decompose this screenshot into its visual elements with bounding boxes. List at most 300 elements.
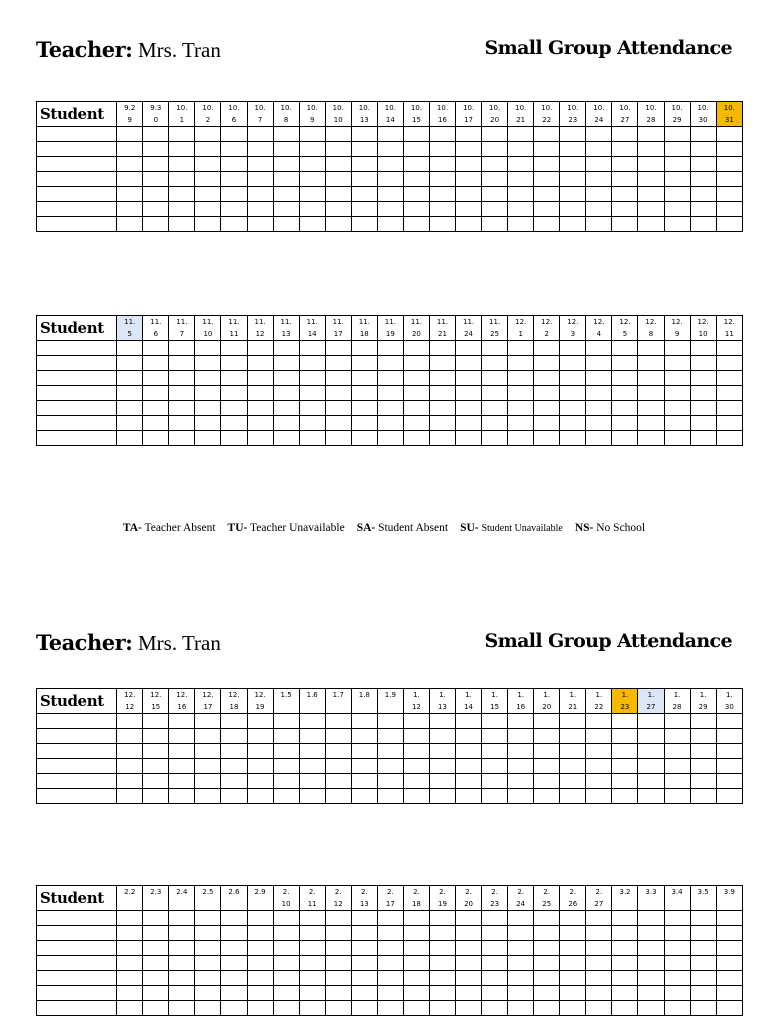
attendance-cell[interactable] (429, 356, 455, 371)
attendance-cell[interactable] (117, 202, 143, 217)
attendance-cell[interactable] (351, 431, 377, 446)
attendance-cell[interactable] (299, 941, 325, 956)
attendance-cell[interactable] (690, 729, 716, 744)
attendance-cell[interactable] (638, 971, 664, 986)
attendance-cell[interactable] (351, 774, 377, 789)
attendance-cell[interactable] (117, 341, 143, 356)
attendance-cell[interactable] (195, 416, 221, 431)
attendance-cell[interactable] (664, 759, 690, 774)
attendance-cell[interactable] (377, 956, 403, 971)
attendance-cell[interactable] (534, 744, 560, 759)
attendance-cell[interactable] (612, 416, 638, 431)
attendance-cell[interactable] (117, 926, 143, 941)
attendance-cell[interactable] (534, 202, 560, 217)
attendance-cell[interactable] (429, 172, 455, 187)
attendance-cell[interactable] (482, 142, 508, 157)
attendance-cell[interactable] (221, 401, 247, 416)
attendance-cell[interactable] (195, 431, 221, 446)
attendance-cell[interactable] (403, 217, 429, 232)
attendance-cell[interactable] (482, 401, 508, 416)
attendance-cell[interactable] (195, 386, 221, 401)
attendance-cell[interactable] (508, 401, 534, 416)
attendance-cell[interactable] (299, 714, 325, 729)
attendance-cell[interactable] (638, 341, 664, 356)
attendance-cell[interactable] (299, 416, 325, 431)
attendance-cell[interactable] (169, 157, 195, 172)
attendance-cell[interactable] (429, 926, 455, 941)
attendance-cell[interactable] (403, 911, 429, 926)
attendance-cell[interactable] (377, 1001, 403, 1016)
attendance-cell[interactable] (325, 759, 351, 774)
attendance-cell[interactable] (456, 386, 482, 401)
attendance-cell[interactable] (586, 986, 612, 1001)
attendance-cell[interactable] (716, 759, 742, 774)
attendance-cell[interactable] (508, 356, 534, 371)
attendance-cell[interactable] (534, 371, 560, 386)
attendance-cell[interactable] (377, 789, 403, 804)
attendance-cell[interactable] (716, 956, 742, 971)
attendance-cell[interactable] (403, 202, 429, 217)
student-name-cell[interactable] (37, 217, 117, 232)
attendance-cell[interactable] (638, 729, 664, 744)
attendance-cell[interactable] (534, 941, 560, 956)
attendance-cell[interactable] (403, 401, 429, 416)
attendance-cell[interactable] (273, 371, 299, 386)
attendance-cell[interactable] (638, 401, 664, 416)
attendance-cell[interactable] (664, 127, 690, 142)
attendance-cell[interactable] (534, 401, 560, 416)
attendance-cell[interactable] (169, 401, 195, 416)
attendance-cell[interactable] (482, 714, 508, 729)
attendance-cell[interactable] (351, 127, 377, 142)
attendance-cell[interactable] (716, 941, 742, 956)
attendance-cell[interactable] (508, 789, 534, 804)
attendance-cell[interactable] (273, 789, 299, 804)
attendance-cell[interactable] (456, 774, 482, 789)
attendance-cell[interactable] (638, 941, 664, 956)
attendance-cell[interactable] (508, 911, 534, 926)
attendance-cell[interactable] (664, 356, 690, 371)
attendance-cell[interactable] (586, 759, 612, 774)
attendance-cell[interactable] (325, 341, 351, 356)
attendance-cell[interactable] (169, 172, 195, 187)
attendance-cell[interactable] (690, 356, 716, 371)
attendance-cell[interactable] (612, 172, 638, 187)
attendance-cell[interactable] (482, 759, 508, 774)
attendance-cell[interactable] (612, 911, 638, 926)
attendance-cell[interactable] (325, 971, 351, 986)
attendance-cell[interactable] (586, 911, 612, 926)
attendance-cell[interactable] (690, 971, 716, 986)
attendance-cell[interactable] (117, 911, 143, 926)
attendance-cell[interactable] (169, 371, 195, 386)
attendance-cell[interactable] (247, 217, 273, 232)
attendance-cell[interactable] (482, 127, 508, 142)
attendance-cell[interactable] (221, 127, 247, 142)
attendance-cell[interactable] (429, 341, 455, 356)
attendance-cell[interactable] (299, 157, 325, 172)
attendance-cell[interactable] (482, 941, 508, 956)
attendance-cell[interactable] (351, 217, 377, 232)
attendance-cell[interactable] (299, 956, 325, 971)
attendance-cell[interactable] (456, 401, 482, 416)
attendance-cell[interactable] (534, 714, 560, 729)
attendance-cell[interactable] (325, 416, 351, 431)
attendance-cell[interactable] (403, 956, 429, 971)
attendance-cell[interactable] (664, 789, 690, 804)
attendance-cell[interactable] (612, 926, 638, 941)
attendance-cell[interactable] (403, 142, 429, 157)
attendance-cell[interactable] (273, 431, 299, 446)
attendance-cell[interactable] (169, 986, 195, 1001)
attendance-cell[interactable] (325, 744, 351, 759)
attendance-cell[interactable] (690, 386, 716, 401)
attendance-cell[interactable] (690, 172, 716, 187)
attendance-cell[interactable] (377, 386, 403, 401)
attendance-cell[interactable] (586, 1001, 612, 1016)
attendance-cell[interactable] (299, 926, 325, 941)
attendance-cell[interactable] (117, 774, 143, 789)
attendance-cell[interactable] (716, 356, 742, 371)
attendance-cell[interactable] (325, 789, 351, 804)
attendance-cell[interactable] (117, 714, 143, 729)
attendance-cell[interactable] (325, 986, 351, 1001)
attendance-cell[interactable] (429, 729, 455, 744)
attendance-cell[interactable] (299, 789, 325, 804)
student-name-cell[interactable] (37, 142, 117, 157)
attendance-cell[interactable] (247, 956, 273, 971)
student-name-cell[interactable] (37, 1001, 117, 1016)
attendance-cell[interactable] (612, 774, 638, 789)
attendance-cell[interactable] (117, 941, 143, 956)
attendance-cell[interactable] (638, 217, 664, 232)
attendance-cell[interactable] (690, 759, 716, 774)
attendance-cell[interactable] (143, 986, 169, 1001)
attendance-cell[interactable] (716, 729, 742, 744)
attendance-cell[interactable] (429, 202, 455, 217)
attendance-cell[interactable] (273, 911, 299, 926)
attendance-cell[interactable] (195, 187, 221, 202)
attendance-cell[interactable] (612, 356, 638, 371)
attendance-cell[interactable] (482, 386, 508, 401)
attendance-cell[interactable] (117, 172, 143, 187)
attendance-cell[interactable] (325, 142, 351, 157)
attendance-cell[interactable] (560, 986, 586, 1001)
attendance-cell[interactable] (586, 774, 612, 789)
attendance-cell[interactable] (456, 371, 482, 386)
attendance-cell[interactable] (612, 202, 638, 217)
attendance-cell[interactable] (716, 187, 742, 202)
attendance-cell[interactable] (638, 986, 664, 1001)
attendance-cell[interactable] (351, 941, 377, 956)
attendance-cell[interactable] (221, 356, 247, 371)
attendance-cell[interactable] (377, 926, 403, 941)
attendance-cell[interactable] (560, 744, 586, 759)
attendance-cell[interactable] (560, 774, 586, 789)
attendance-cell[interactable] (117, 1001, 143, 1016)
attendance-cell[interactable] (377, 971, 403, 986)
attendance-cell[interactable] (716, 142, 742, 157)
attendance-cell[interactable] (143, 971, 169, 986)
attendance-cell[interactable] (534, 386, 560, 401)
attendance-cell[interactable] (169, 789, 195, 804)
attendance-cell[interactable] (560, 729, 586, 744)
attendance-cell[interactable] (664, 187, 690, 202)
attendance-cell[interactable] (456, 202, 482, 217)
attendance-cell[interactable] (560, 341, 586, 356)
attendance-cell[interactable] (560, 971, 586, 986)
attendance-cell[interactable] (482, 217, 508, 232)
attendance-cell[interactable] (221, 956, 247, 971)
attendance-cell[interactable] (299, 142, 325, 157)
attendance-cell[interactable] (143, 341, 169, 356)
student-name-cell[interactable] (37, 187, 117, 202)
attendance-cell[interactable] (143, 714, 169, 729)
attendance-cell[interactable] (690, 714, 716, 729)
attendance-cell[interactable] (325, 941, 351, 956)
attendance-cell[interactable] (482, 911, 508, 926)
attendance-cell[interactable] (534, 956, 560, 971)
attendance-cell[interactable] (351, 911, 377, 926)
attendance-cell[interactable] (403, 759, 429, 774)
attendance-cell[interactable] (273, 157, 299, 172)
attendance-cell[interactable] (195, 729, 221, 744)
attendance-cell[interactable] (429, 217, 455, 232)
attendance-cell[interactable] (664, 341, 690, 356)
attendance-cell[interactable] (716, 431, 742, 446)
attendance-cell[interactable] (377, 202, 403, 217)
student-name-cell[interactable] (37, 157, 117, 172)
student-name-cell[interactable] (37, 941, 117, 956)
attendance-cell[interactable] (403, 986, 429, 1001)
attendance-cell[interactable] (247, 941, 273, 956)
attendance-cell[interactable] (664, 157, 690, 172)
attendance-cell[interactable] (247, 142, 273, 157)
attendance-cell[interactable] (143, 729, 169, 744)
attendance-cell[interactable] (403, 1001, 429, 1016)
attendance-cell[interactable] (586, 172, 612, 187)
attendance-cell[interactable] (221, 157, 247, 172)
attendance-cell[interactable] (560, 187, 586, 202)
student-name-cell[interactable] (37, 431, 117, 446)
attendance-cell[interactable] (247, 202, 273, 217)
attendance-cell[interactable] (456, 789, 482, 804)
attendance-cell[interactable] (247, 759, 273, 774)
attendance-cell[interactable] (377, 744, 403, 759)
attendance-cell[interactable] (716, 926, 742, 941)
attendance-cell[interactable] (299, 401, 325, 416)
attendance-cell[interactable] (143, 911, 169, 926)
attendance-cell[interactable] (560, 127, 586, 142)
attendance-cell[interactable] (273, 774, 299, 789)
attendance-cell[interactable] (247, 971, 273, 986)
attendance-cell[interactable] (247, 714, 273, 729)
attendance-cell[interactable] (221, 431, 247, 446)
attendance-cell[interactable] (482, 371, 508, 386)
attendance-cell[interactable] (456, 127, 482, 142)
attendance-cell[interactable] (195, 926, 221, 941)
attendance-cell[interactable] (351, 744, 377, 759)
attendance-cell[interactable] (169, 187, 195, 202)
attendance-cell[interactable] (403, 356, 429, 371)
attendance-cell[interactable] (429, 911, 455, 926)
attendance-cell[interactable] (273, 386, 299, 401)
attendance-cell[interactable] (299, 911, 325, 926)
attendance-cell[interactable] (247, 911, 273, 926)
attendance-cell[interactable] (247, 341, 273, 356)
attendance-cell[interactable] (508, 926, 534, 941)
attendance-cell[interactable] (716, 911, 742, 926)
attendance-cell[interactable] (195, 744, 221, 759)
attendance-cell[interactable] (456, 911, 482, 926)
attendance-cell[interactable] (403, 172, 429, 187)
attendance-cell[interactable] (456, 1001, 482, 1016)
attendance-cell[interactable] (612, 127, 638, 142)
attendance-cell[interactable] (169, 356, 195, 371)
attendance-cell[interactable] (690, 1001, 716, 1016)
attendance-cell[interactable] (456, 157, 482, 172)
attendance-cell[interactable] (273, 416, 299, 431)
attendance-cell[interactable] (195, 172, 221, 187)
attendance-cell[interactable] (169, 386, 195, 401)
attendance-cell[interactable] (273, 356, 299, 371)
attendance-cell[interactable] (299, 1001, 325, 1016)
attendance-cell[interactable] (143, 956, 169, 971)
attendance-cell[interactable] (456, 341, 482, 356)
attendance-cell[interactable] (195, 401, 221, 416)
attendance-cell[interactable] (638, 202, 664, 217)
attendance-cell[interactable] (221, 187, 247, 202)
attendance-cell[interactable] (482, 187, 508, 202)
attendance-cell[interactable] (351, 986, 377, 1001)
attendance-cell[interactable] (664, 911, 690, 926)
attendance-cell[interactable] (690, 401, 716, 416)
attendance-cell[interactable] (690, 157, 716, 172)
attendance-cell[interactable] (534, 729, 560, 744)
attendance-cell[interactable] (560, 956, 586, 971)
attendance-cell[interactable] (273, 926, 299, 941)
attendance-cell[interactable] (690, 142, 716, 157)
attendance-cell[interactable] (534, 187, 560, 202)
attendance-cell[interactable] (169, 774, 195, 789)
attendance-cell[interactable] (247, 187, 273, 202)
attendance-cell[interactable] (534, 142, 560, 157)
attendance-cell[interactable] (534, 759, 560, 774)
attendance-cell[interactable] (716, 971, 742, 986)
attendance-cell[interactable] (299, 759, 325, 774)
attendance-cell[interactable] (325, 431, 351, 446)
attendance-cell[interactable] (169, 926, 195, 941)
attendance-cell[interactable] (482, 202, 508, 217)
attendance-cell[interactable] (403, 941, 429, 956)
attendance-cell[interactable] (429, 386, 455, 401)
attendance-cell[interactable] (560, 431, 586, 446)
attendance-cell[interactable] (247, 127, 273, 142)
attendance-cell[interactable] (586, 729, 612, 744)
attendance-cell[interactable] (716, 744, 742, 759)
attendance-cell[interactable] (377, 911, 403, 926)
attendance-cell[interactable] (143, 386, 169, 401)
attendance-cell[interactable] (508, 729, 534, 744)
attendance-cell[interactable] (299, 971, 325, 986)
attendance-cell[interactable] (560, 1001, 586, 1016)
attendance-cell[interactable] (117, 729, 143, 744)
attendance-cell[interactable] (247, 172, 273, 187)
student-name-cell[interactable] (37, 714, 117, 729)
attendance-cell[interactable] (508, 142, 534, 157)
attendance-cell[interactable] (299, 744, 325, 759)
attendance-cell[interactable] (117, 371, 143, 386)
attendance-cell[interactable] (716, 416, 742, 431)
attendance-cell[interactable] (195, 986, 221, 1001)
attendance-cell[interactable] (612, 157, 638, 172)
attendance-cell[interactable] (429, 759, 455, 774)
attendance-cell[interactable] (143, 759, 169, 774)
attendance-cell[interactable] (534, 911, 560, 926)
attendance-cell[interactable] (351, 416, 377, 431)
attendance-cell[interactable] (143, 356, 169, 371)
attendance-cell[interactable] (195, 774, 221, 789)
attendance-cell[interactable] (273, 187, 299, 202)
attendance-cell[interactable] (143, 744, 169, 759)
attendance-cell[interactable] (560, 172, 586, 187)
attendance-cell[interactable] (638, 142, 664, 157)
attendance-cell[interactable] (638, 157, 664, 172)
attendance-cell[interactable] (351, 172, 377, 187)
student-name-cell[interactable] (37, 172, 117, 187)
attendance-cell[interactable] (143, 172, 169, 187)
attendance-cell[interactable] (560, 386, 586, 401)
attendance-cell[interactable] (169, 744, 195, 759)
attendance-cell[interactable] (456, 941, 482, 956)
attendance-cell[interactable] (403, 729, 429, 744)
attendance-cell[interactable] (664, 172, 690, 187)
attendance-cell[interactable] (612, 431, 638, 446)
attendance-cell[interactable] (560, 371, 586, 386)
attendance-cell[interactable] (351, 971, 377, 986)
attendance-cell[interactable] (429, 431, 455, 446)
attendance-cell[interactable] (508, 1001, 534, 1016)
attendance-cell[interactable] (377, 356, 403, 371)
attendance-cell[interactable] (325, 157, 351, 172)
attendance-cell[interactable] (612, 714, 638, 729)
attendance-cell[interactable] (482, 956, 508, 971)
attendance-cell[interactable] (325, 356, 351, 371)
attendance-cell[interactable] (612, 371, 638, 386)
attendance-cell[interactable] (351, 729, 377, 744)
attendance-cell[interactable] (273, 986, 299, 1001)
attendance-cell[interactable] (534, 172, 560, 187)
attendance-cell[interactable] (377, 341, 403, 356)
attendance-cell[interactable] (351, 1001, 377, 1016)
attendance-cell[interactable] (429, 401, 455, 416)
attendance-cell[interactable] (273, 729, 299, 744)
attendance-cell[interactable] (534, 356, 560, 371)
attendance-cell[interactable] (560, 789, 586, 804)
attendance-cell[interactable] (638, 926, 664, 941)
attendance-cell[interactable] (325, 386, 351, 401)
attendance-cell[interactable] (195, 142, 221, 157)
attendance-cell[interactable] (169, 971, 195, 986)
attendance-cell[interactable] (429, 714, 455, 729)
attendance-cell[interactable] (403, 416, 429, 431)
attendance-cell[interactable] (143, 789, 169, 804)
attendance-cell[interactable] (534, 986, 560, 1001)
attendance-cell[interactable] (429, 142, 455, 157)
attendance-cell[interactable] (508, 774, 534, 789)
attendance-cell[interactable] (429, 371, 455, 386)
attendance-cell[interactable] (508, 371, 534, 386)
